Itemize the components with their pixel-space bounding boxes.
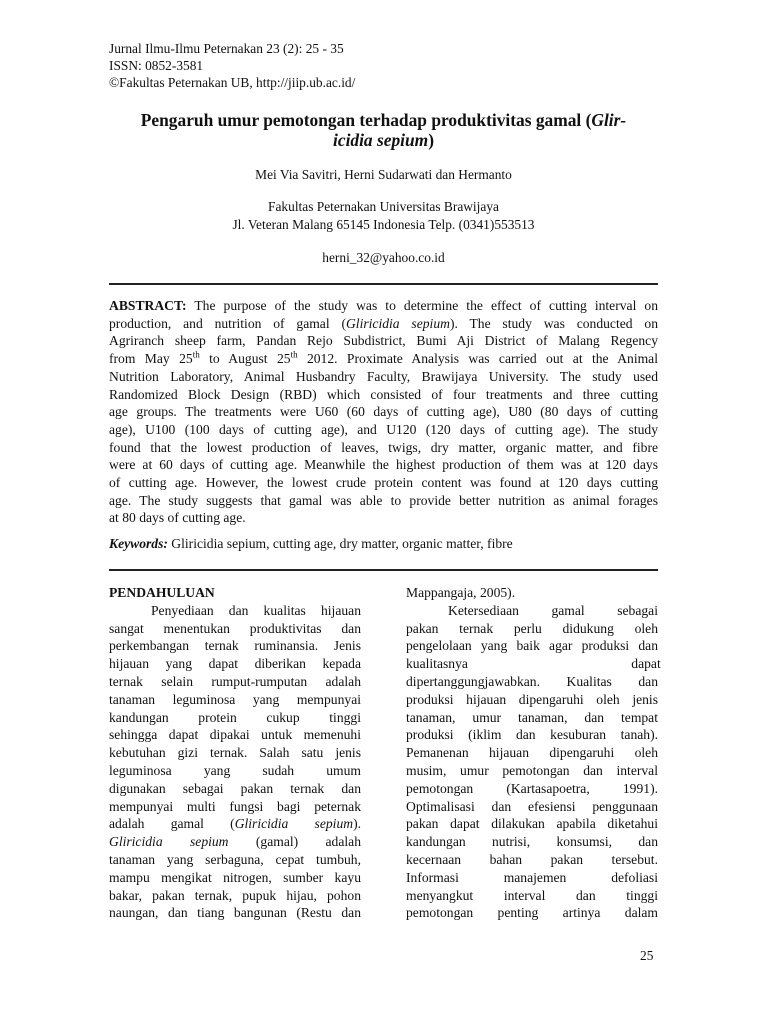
body-text: produksi (iklim dan kesuburan tanah). bbox=[406, 727, 658, 743]
body-text: Mappangaja, 2005). bbox=[406, 585, 516, 600]
abstract-text: were at 60 days of cutting age. Meanwhile the highest production of them was at 120 days bbox=[109, 457, 658, 473]
affiliation bbox=[109, 198, 658, 234]
body-text: Penyediaan dan kualitas hijauan bbox=[151, 602, 361, 618]
body-text: dipertanggungjawabkan. Kualitas dan bbox=[406, 673, 658, 689]
authors: Mei Via Savitri, Herni Sudarwati dan Hermanto bbox=[255, 167, 512, 182]
affiliation-address: Jl. Veteran Malang 65145 Indonesia Telp. (0341)553513 bbox=[232, 217, 535, 232]
body-text: musim, umur pemotongan dan interval bbox=[406, 762, 658, 778]
body-text: ternak selain rumput-rumputan adalah bbox=[109, 673, 361, 689]
divider bbox=[109, 283, 658, 285]
body-column-left bbox=[109, 584, 361, 922]
abstract-text: Randomized Block Design (RBD) which consisted of four treatments and three cutting bbox=[109, 386, 658, 402]
abstract-text: age), U100 (100 days of cutting age), and U120 (120 days of cutting age). The study bbox=[109, 421, 658, 437]
body-text: tanaman yang serbaguna, cepat tumbuh, bbox=[109, 851, 361, 867]
body-text: pakan ternak perlu didukung oleh bbox=[406, 620, 658, 636]
body-column-right bbox=[406, 584, 661, 922]
body-text: kualitasnya dapat bbox=[406, 656, 661, 672]
body-text: pemotongan penting artinya dalam bbox=[406, 905, 658, 921]
abstract-text: of cutting age. However, the lowest crude protein content was found at 120 days cutting bbox=[109, 475, 658, 491]
title-part: Pengaruh umur pemotongan terhadap produktivitas gamal ( bbox=[140, 110, 592, 130]
body-text: tanaman leguminosa yang mempunyai bbox=[109, 691, 361, 707]
body-text: (gamal) adalah bbox=[228, 834, 361, 850]
keywords-text: Gliricidia sepium, cutting age, dry matter, organic matter, fibre bbox=[167, 536, 513, 551]
abstract-text: Agriranch sheep farm, Pandan Rejo Subdistrict, Bumi Aji District of Malang Regency bbox=[109, 333, 658, 349]
body-text: kecernaan bahan pakan tersebut. bbox=[406, 851, 658, 867]
abstract-text: 2012. Proximate Analysis was carried out at the Animal bbox=[297, 351, 658, 367]
body-species: Gliricidia sepium bbox=[109, 834, 229, 850]
abstract-text: production, and nutrition of gamal ( bbox=[109, 315, 346, 331]
body-text: Ketersediaan gamal sebagai bbox=[448, 602, 658, 618]
body-species: Gliricidia sepium bbox=[234, 816, 354, 832]
abstract-text: Nutrition Laboratory, Animal Husbandry Faculty, Brawijaya University. The study used bbox=[109, 368, 658, 384]
abstract-text: from May 25 bbox=[109, 351, 193, 367]
body-text: mempunyai multi fungsi bagi peternak bbox=[109, 798, 361, 814]
body-text: digunakan sebagai pakan ternak dan bbox=[109, 780, 361, 796]
body-text: perkembangan ternak ruminansia. Jenis bbox=[109, 638, 361, 654]
body-text: pemotongan (Kartasapoetra, 1991). bbox=[406, 780, 658, 796]
paper-title bbox=[109, 110, 658, 150]
author-email: herni_32@yahoo.co.id bbox=[322, 250, 445, 265]
abstract-label: ABSTRACT: bbox=[109, 298, 187, 313]
keywords-label: Keywords: bbox=[109, 536, 168, 551]
abstract-text: age groups. The treatments were U60 (60 days of cutting age), U80 (80 days of cutting bbox=[109, 404, 658, 420]
affiliation-institution: Fakultas Peternakan Universitas Brawijaya bbox=[268, 199, 499, 214]
body-text: naungan, dan tiang bangunan (Restu dan bbox=[109, 905, 361, 921]
journal-copyright: ©Fakultas Peternakan UB, http://jiip.ub.ac.id/ bbox=[109, 75, 356, 90]
body-text: menyangkut interval dan tinggi bbox=[406, 887, 658, 903]
abstract-species: Gliricidia sepium bbox=[345, 315, 450, 331]
body-text: leguminosa yang sudah umum bbox=[109, 762, 361, 778]
body-text: Pemanenan hijauan dipengaruhi oleh bbox=[406, 745, 658, 761]
abstract-text: to August 25 bbox=[199, 351, 291, 367]
body-text: produksi hijauan dipengaruhi oleh jenis bbox=[406, 691, 658, 707]
body-text: bakar, pakan ternak, pupuk hijau, pohon bbox=[109, 887, 361, 903]
section-heading: PENDAHULUAN bbox=[109, 585, 215, 600]
body-text: hijauan yang dapat diberikan kepada bbox=[109, 656, 361, 672]
body-text: kebutuhan gizi ternak. Salah satu jenis bbox=[109, 745, 361, 761]
title-species-part: icidia sepium bbox=[333, 130, 429, 150]
abstract-text: ). The study was conducted on bbox=[449, 315, 658, 331]
abstract bbox=[109, 297, 658, 527]
body-text: adalah gamal ( bbox=[109, 816, 235, 832]
abstract-text: at 80 days of cutting age. bbox=[109, 510, 246, 526]
page-number: 25 bbox=[640, 948, 654, 963]
divider bbox=[109, 569, 658, 571]
body-text: kandungan protein cukup tinggi bbox=[109, 709, 361, 725]
journal-citation: Jurnal Ilmu-Ilmu Peternakan 23 (2): 25 - 35 bbox=[109, 41, 344, 56]
body-text: kandungan nutrisi, konsumsi, dan bbox=[406, 834, 658, 850]
body-text: Optimalisasi dan efesiensi penggunaan bbox=[406, 798, 658, 814]
journal-header bbox=[109, 40, 355, 91]
title-species-part: Glir- bbox=[591, 110, 627, 130]
abstract-text: age. The study suggests that gamal was able to provide better nutrition as animal forages bbox=[109, 492, 658, 508]
body-text: ). bbox=[353, 816, 361, 832]
body-text: tanaman, umur tanaman, dan tempat bbox=[406, 709, 658, 725]
abstract-superscript: th bbox=[192, 349, 200, 360]
journal-issn: ISSN: 0852-3581 bbox=[109, 58, 204, 73]
abstract-superscript: th bbox=[290, 349, 298, 360]
body-text: pengelolaan yang baik agar produksi dan bbox=[406, 638, 658, 654]
abstract-text: The purpose of the study was to determine the effect of cutting interval on bbox=[194, 298, 658, 313]
keywords bbox=[109, 536, 658, 552]
abstract-text: found that the lowest production of leaves, twigs, dry matter, organic matter, and fibre bbox=[109, 439, 658, 455]
body-text: Informasi manajemen defoliasi bbox=[406, 869, 658, 885]
title-part: ) bbox=[428, 130, 434, 150]
body-text: mampu mengikat nitrogen, sumber kayu bbox=[109, 869, 361, 885]
body-text: pakan dapat dilakukan apabila diketahui bbox=[406, 816, 658, 832]
body-text: sehingga dapat dipakai untuk memenuhi bbox=[109, 727, 361, 743]
body-text: sangat menentukan produktivitas dan bbox=[109, 620, 361, 636]
